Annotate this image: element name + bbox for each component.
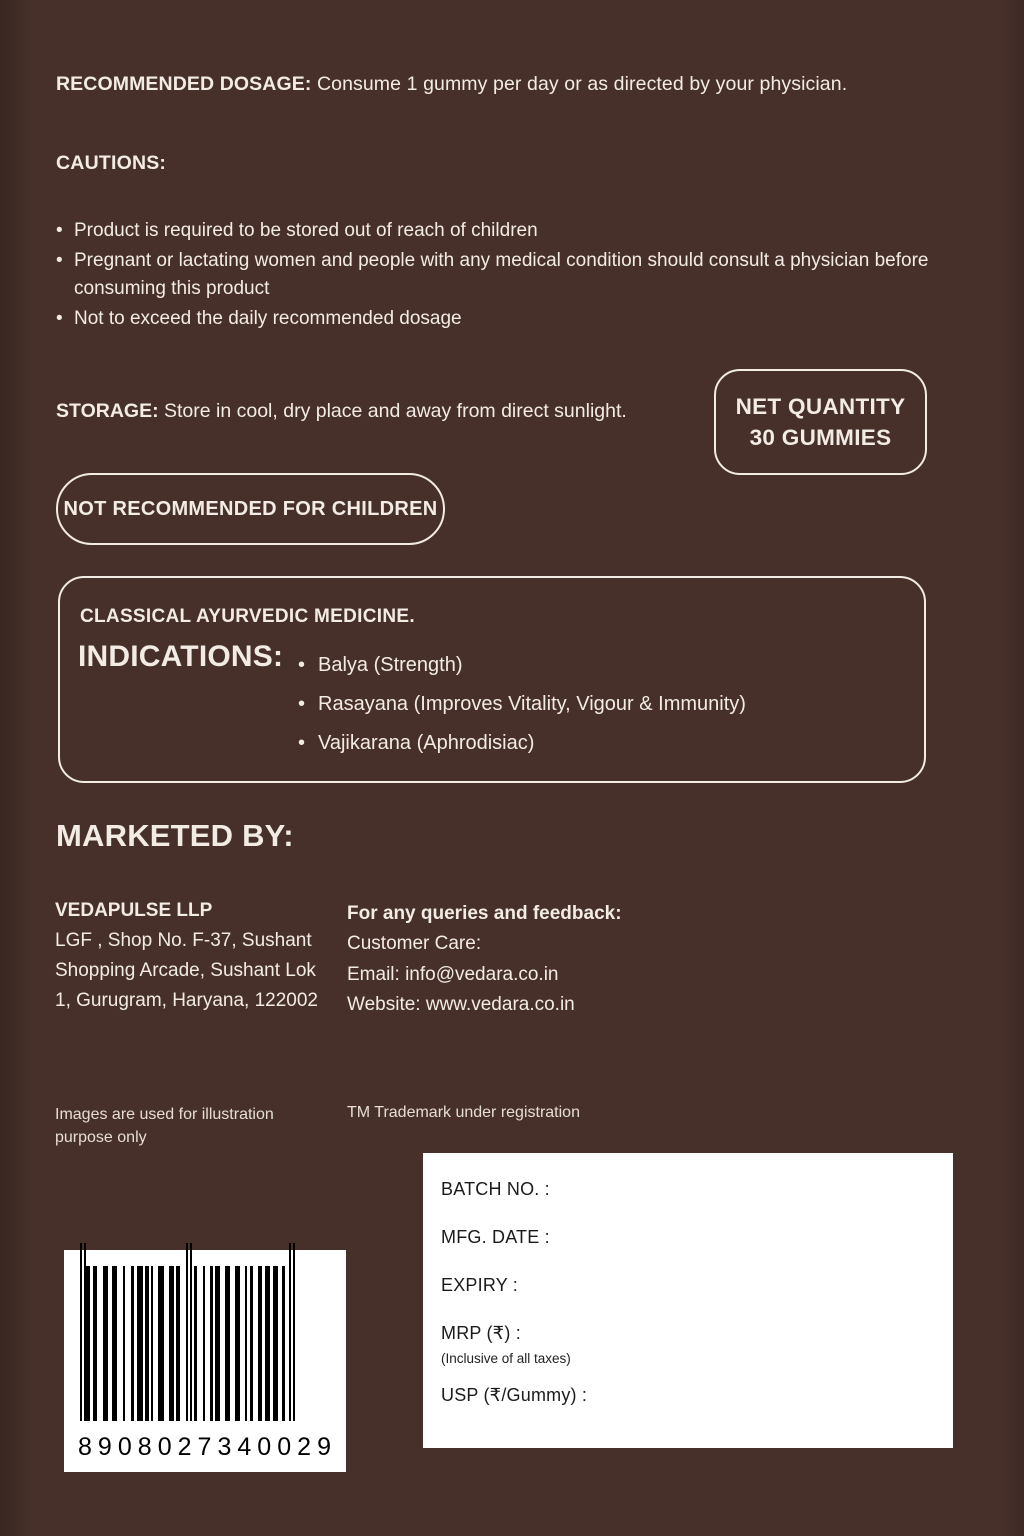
marketed-by-title: MARKETED BY: [56, 818, 294, 853]
barcode-digits [72, 1433, 338, 1462]
net-quantity-badge [714, 369, 927, 475]
storage-info [56, 400, 627, 423]
list-item: • Not to exceed the daily recommended dosage [56, 305, 991, 333]
left-edge-shading [0, 0, 34, 1536]
barcode-digit: 7 [197, 1433, 213, 1461]
email-line: Email: info@vedara.co.in [347, 963, 559, 985]
barcode-digit: 0 [257, 1433, 273, 1461]
cautions-title: CAUTIONS: [56, 152, 167, 174]
usp-field: USP (₹/Gummy) : [441, 1385, 588, 1405]
address-line-3: 1, Gurugram, Haryana, 122002 [55, 990, 318, 1012]
company-name: VEDAPULSE LLP [55, 900, 213, 921]
expiry-field: EXPIRY : [441, 1275, 518, 1295]
barcode-digit: 0 [157, 1433, 173, 1461]
cautions-list [56, 217, 991, 335]
queries-title: For any queries and feedback: [347, 903, 622, 924]
queries-block [347, 899, 677, 1021]
address-line-1: LGF , Shop No. F-37, Sushant [55, 930, 312, 952]
illustration-note-line-2: purpose only [55, 1129, 147, 1147]
barcode-digit: 4 [237, 1433, 253, 1461]
batch-no-field: BATCH NO. : [441, 1179, 550, 1199]
barcode [64, 1250, 346, 1472]
barcode-digit: 9 [317, 1433, 332, 1461]
barcode-digit: 8 [78, 1433, 93, 1461]
barcode-digit: 0 [117, 1433, 133, 1461]
indications-box [58, 576, 926, 783]
net-quantity-value: 30 GUMMIES [749, 425, 892, 450]
illustration-note-line-1: Images are used for illustration [55, 1106, 274, 1123]
company-address-block [55, 896, 345, 1016]
batch-details-panel [423, 1153, 953, 1448]
not-recommended-badge-label: NOT RECOMMENDED FOR CHILDREN [63, 497, 438, 520]
list-item: • Balya (Strength) [296, 646, 746, 685]
recommended-dosage-text: Consume 1 gummy per day or as directed by your physician. [311, 73, 848, 95]
trademark-note: TM Trademark under registration [347, 1104, 580, 1121]
not-recommended-badge [56, 473, 445, 545]
customer-care-label: Customer Care: [347, 933, 482, 955]
list-item: • Pregnant or lactating women and people with any medical condition should consult a physician before consuming this product [56, 247, 991, 303]
barcode-digit: 0 [277, 1433, 293, 1461]
classical-medicine-label: CLASSICAL AYURVEDIC MEDICINE. [80, 606, 415, 627]
storage-text: Store in cool, dry place and away from direct sunlight. [158, 400, 627, 422]
barcode-bars [80, 1266, 332, 1421]
barcode-digit: 2 [297, 1433, 313, 1461]
indications-heading: INDICATIONS: [78, 640, 284, 673]
indications-list [296, 646, 746, 763]
list-item: • Vajikarana (Aphrodisiac) [296, 724, 746, 763]
barcode-digit: 3 [217, 1433, 233, 1461]
barcode-digit: 9 [97, 1433, 113, 1461]
mrp-tax-note: (Inclusive of all taxes) [441, 1351, 571, 1366]
recommended-dosage-label: RECOMMENDED DOSAGE: [56, 73, 312, 95]
list-item: • Rasayana (Improves Vitality, Vigour & Immunity) [296, 685, 746, 724]
right-edge-shading [998, 0, 1024, 1536]
mfg-date-field: MFG. DATE : [441, 1227, 550, 1247]
mrp-field: MRP (₹) : [441, 1323, 521, 1343]
address-line-2: Shopping Arcade, Sushant Lok [55, 960, 316, 982]
net-quantity-label: NET QUANTITY [735, 393, 906, 419]
storage-label: STORAGE: [56, 400, 159, 422]
list-item: • Product is required to be stored out of reach of children [56, 217, 991, 245]
illustration-note [55, 1103, 305, 1149]
recommended-dosage [56, 72, 956, 97]
barcode-digit: 8 [137, 1433, 153, 1461]
barcode-digit: 2 [177, 1433, 193, 1461]
website-line: Website: www.vedara.co.in [347, 994, 575, 1016]
